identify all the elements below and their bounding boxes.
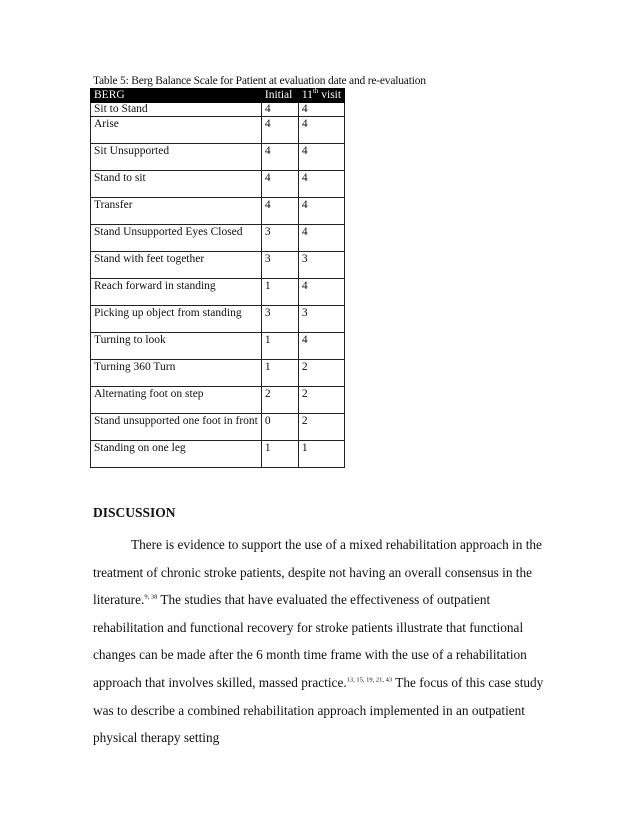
cell-initial: 1 <box>261 360 298 387</box>
cell-11th-visit: 4 <box>298 103 344 117</box>
header-initial: Initial <box>261 89 298 103</box>
cell-11th-visit: 4 <box>298 144 344 171</box>
cell-item: Stand Unsupported Eyes Closed <box>91 225 262 252</box>
cell-initial: 2 <box>261 387 298 414</box>
citation-2: 13, 15, 19, 21, 43 <box>346 676 393 684</box>
cell-initial: 4 <box>261 103 298 117</box>
cell-initial: 4 <box>261 171 298 198</box>
cell-11th-visit: 2 <box>298 414 344 441</box>
cell-item: Alternating foot on step <box>91 387 262 414</box>
table-row <box>91 360 345 387</box>
table-row <box>91 225 345 252</box>
table-row <box>91 198 345 225</box>
cell-11th-visit: 4 <box>298 117 344 144</box>
cell-initial: 1 <box>261 279 298 306</box>
cell-11th-visit: 3 <box>298 252 344 279</box>
discussion-text-3: The focus of this case study was to describe a combined rehabilitation approach implemented in an outpatient physical therapy setting <box>93 674 544 746</box>
table-row <box>91 279 345 306</box>
cell-item: Stand with feet together <box>91 252 262 279</box>
cell-initial: 0 <box>261 414 298 441</box>
table-row <box>91 414 345 441</box>
cell-item: Stand to sit <box>91 171 262 198</box>
header-11th-visit <box>298 89 344 103</box>
cell-initial: 1 <box>261 441 298 468</box>
table-row <box>91 306 345 333</box>
cell-item: Arise <box>91 117 262 144</box>
cell-item: Sit to Stand <box>91 103 262 117</box>
table-header-row <box>91 89 345 103</box>
discussion-text-2: The studies that have evaluated the effectiveness of outpatient rehabilitation and functional recovery for stroke patients illustrate that functional changes can be made after the 6 month time frame with the use of a rehabilitation approach that involves skilled, massed practice. <box>93 592 527 690</box>
header-visit-suffix: th <box>312 87 319 96</box>
cell-item: Reach forward in standing <box>91 279 262 306</box>
cell-11th-visit: 2 <box>298 387 344 414</box>
table-row <box>91 171 345 198</box>
table-row <box>91 441 345 468</box>
cell-item: Picking up object from standing <box>91 306 262 333</box>
cell-initial: 3 <box>261 252 298 279</box>
cell-item: Stand unsupported one foot in front <box>91 414 262 441</box>
cell-11th-visit: 4 <box>298 333 344 360</box>
cell-11th-visit: 4 <box>298 225 344 252</box>
cell-initial: 3 <box>261 225 298 252</box>
discussion-body <box>93 531 553 752</box>
cell-initial: 3 <box>261 306 298 333</box>
cell-item: Transfer <box>91 198 262 225</box>
cell-initial: 4 <box>261 117 298 144</box>
cell-11th-visit: 1 <box>298 441 344 468</box>
table-row <box>91 117 345 144</box>
header-visit-word: visit <box>318 89 342 101</box>
discussion-heading: DISCUSSION <box>93 505 176 520</box>
cell-initial: 4 <box>261 198 298 225</box>
cell-item: Standing on one leg <box>91 441 262 468</box>
table-row <box>91 144 345 171</box>
cell-item: Turning 360 Turn <box>91 360 262 387</box>
table-caption: Table 5: Berg Balance Scale for Patient at evaluation date and re-evaluation <box>93 75 426 87</box>
cell-item: Turning to look <box>91 333 262 360</box>
cell-11th-visit: 2 <box>298 360 344 387</box>
citation-1: 9, 38 <box>144 593 158 601</box>
cell-11th-visit: 4 <box>298 198 344 225</box>
cell-11th-visit: 3 <box>298 306 344 333</box>
table-row <box>91 252 345 279</box>
header-visit-number: 11 <box>301 89 313 101</box>
table-row <box>91 333 345 360</box>
discussion-text-1: There is evidence to support the use of a mixed rehabilitation approach in the treatment of chronic stroke patients, despite not having an overall consensus in the literature. <box>93 537 542 608</box>
table-row <box>91 387 345 414</box>
discussion-paragraph <box>93 531 553 752</box>
cell-11th-visit: 4 <box>298 279 344 306</box>
berg-balance-table <box>90 88 345 468</box>
cell-initial: 4 <box>261 144 298 171</box>
cell-item: Sit Unsupported <box>91 144 262 171</box>
header-berg: BERG <box>91 89 262 103</box>
cell-initial: 1 <box>261 333 298 360</box>
table-row <box>91 103 345 117</box>
cell-11th-visit: 4 <box>298 171 344 198</box>
